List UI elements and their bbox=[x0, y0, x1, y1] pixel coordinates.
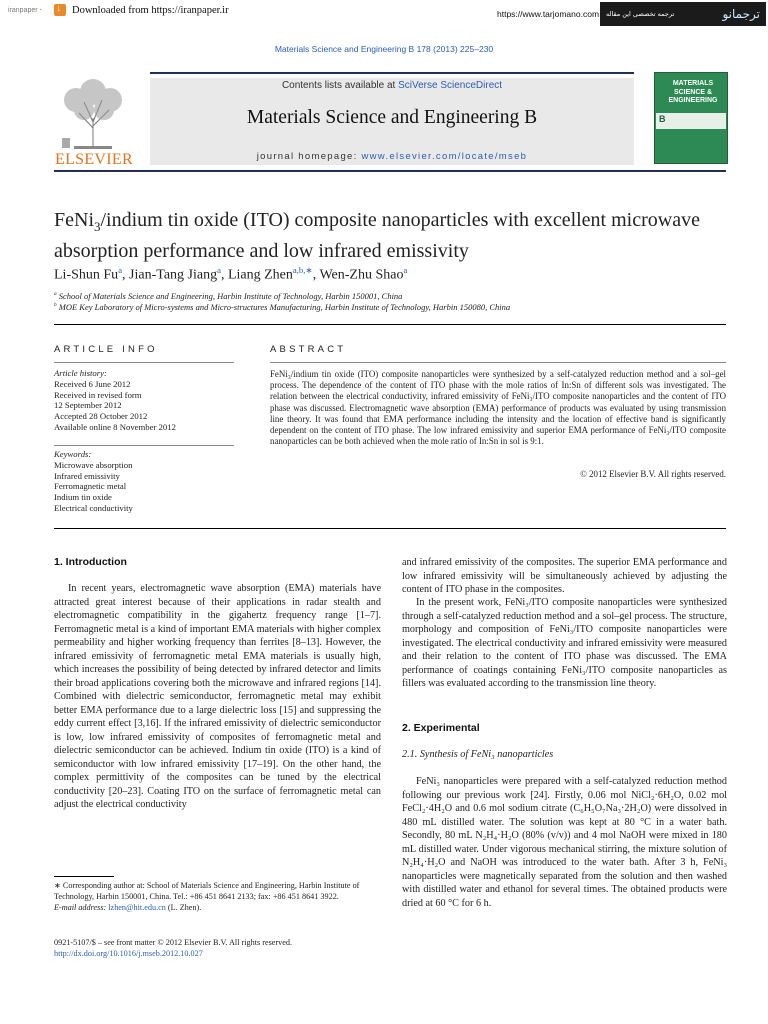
tarjomano-logo: ترجمانو bbox=[722, 7, 760, 21]
contents-line: Contents lists available at SciVerse ScienceDirect bbox=[281, 80, 503, 91]
author-name: Li-Shun Fu bbox=[54, 267, 119, 283]
abstract-rule bbox=[270, 362, 726, 363]
keyword: Electrical conductivity bbox=[54, 502, 133, 513]
history-item: Received 6 June 2012 bbox=[54, 378, 131, 389]
intro-continuation: and infrared emissivity of the composites. The superior EMA performance and low infrared emissivity will be simultaneously achieved by adjusting the content of ITO phase in the composites. bbox=[402, 557, 727, 595]
cover-title: MATERIALS SCIENCE & ENGINEERING bbox=[668, 80, 718, 104]
affiliation: $^a$ School of Materials Science and Engineering, Harbin Institute of Technology, Harbin 150001, China bbox=[54, 291, 403, 301]
header-rule-bottom bbox=[54, 170, 726, 172]
author-name: Jian-Tang Jiang bbox=[129, 267, 218, 283]
journal-reference[interactable]: Materials Science and Engineering B 178 (2013) 225–230 bbox=[274, 44, 494, 54]
tarjomano-url[interactable]: https://www.tarjomano.com bbox=[497, 9, 600, 19]
section-divider bbox=[54, 324, 726, 325]
history-item: Accepted 28 October 2012 bbox=[54, 411, 148, 422]
footnote-rule bbox=[54, 876, 114, 877]
corresponding-footnote: ∗ Corresponding author at: School of Materials Science and Engineering, Harbin Institute of Technology, Harbin 150001, China. Tel.: +86 451 8641 2133; fax: +86 451 8641 3922. E-mail address: lzhen@hit.edu.cn (L. Zhen). bbox=[54, 881, 381, 913]
history-item: 12 September 2012 bbox=[54, 400, 122, 411]
homepage-link[interactable]: www.elsevier.com/locate/mseb bbox=[361, 151, 528, 162]
intro-paragraph-2: In the present work, FeNi₃/ITO composite nanoparticles were synthesized through a self-catalyzed reduction method and a sol–gel process. The structure, morphology and composition of FeNi₃/ITO composite nanoparticles were investigated. The electrical conductivity and infrared emissivity were measured and their relation to the content of ITO phase was discussed. The EMA performance of coatings containing FeNi₃/ITO composite nanoparticles as fillers was evaluated according to the transmission line theory. bbox=[402, 597, 727, 689]
section-divider bbox=[54, 528, 726, 529]
email-link[interactable]: lzhen@hit.edu.cn bbox=[108, 902, 166, 912]
journal-homepage: journal homepage: www.elsevier.com/locate/mseb bbox=[256, 151, 528, 162]
cover-letter: B bbox=[659, 114, 666, 124]
intro-paragraph: In recent years, electromagnetic wave absorption (EMA) materials have attracted great interest because of their applications in radar stealth and electromagnetic compatibility in the gigahertz frequency range [1–7]. Ferromagnetic metal is a kind of important EMA materials with higher complex permeability and higher working frequency than ferrites [8–13]. However, the infrared emissivity of ferromagnetic metal EMA materials is usually high, which increases the possibility of being detected by infrared detector and limits their broad applications covering both the microwave and infrared regions [14]. Combined with dielectric semiconductor, ferromagnetic metal may exhibit better EMA performance due to a large dielectric loss [15] and suppressing the eddy current effect [3,16]. If the infrared emissivity of dielectric semiconductor is low, low infrared emissivity of composites of ferromagnetic metal and dielectric semiconductor can be achieved. Indium tin oxide (ITO) is a kind of semiconductor with low infrared emissivity [17–19]. On the other hand, the complex permittivity of the composites can be tuned by the electrical conductivity [20–23]. Coating ITO on the surface of ferromagnetic metal can adjust the electrical conductivity bbox=[54, 583, 381, 810]
author-list: Li-Shun Fu$^a$, Jian-Tang Jiang$^a$, Liang Zhen$^{a,b,∗}$, Wen-Zhu Shao$^a$ bbox=[54, 265, 408, 283]
article-history: Article history: Received 6 June 2012 Received in revised form 12 September 2012 Accepted 28 October 2012 Available online 8 November 2012 bbox=[54, 368, 234, 433]
iranpaper-logo: iranpaper · bbox=[8, 6, 42, 14]
tarjomano-banner[interactable] bbox=[600, 2, 766, 26]
article-info-rule bbox=[54, 362, 234, 363]
experimental-heading: 2. Experimental bbox=[402, 722, 480, 734]
keywords: Keywords: Microwave absorption Infrared emissivity Ferromagnetic metal Indium tin oxide Electrical conductivity bbox=[54, 449, 234, 514]
download-text[interactable]: Downloaded from https://iranpaper.ir bbox=[72, 4, 229, 16]
keyword: Microwave absorption bbox=[54, 459, 133, 470]
author-affiliation-mark[interactable]: a bbox=[217, 265, 221, 275]
intro-heading: 1. Introduction bbox=[54, 556, 127, 568]
cover-band bbox=[656, 113, 726, 129]
sciencedirect-link[interactable]: SciVerse ScienceDirect bbox=[398, 80, 503, 91]
author-affiliation-mark[interactable]: a bbox=[403, 265, 408, 275]
doi-link[interactable]: http://dx.doi.org/10.1016/j.mseb.2012.10.027 bbox=[54, 949, 203, 958]
author-name: Wen-Zhu Shao bbox=[319, 267, 404, 283]
abstract-label: ABSTRACT bbox=[270, 344, 347, 355]
synthesis-paragraph: FeNi₃ nanoparticles were prepared with a self-catalyzed reduction method following our previous work [24]. Firstly, 0.06 mol NiCl₂·6H₂O, 0.02 mol FeCl₂·4H₂O and 0.6 mol sodium citrate (C₆H₅O₇Na₃·2H₂O) were dissolved in 480 mL distilled water. The solution was kept at 80 °C in a water bath. Secondly, 80 mL N₂H₄·H₂O (80% (v/v)) and 4 mol NaOH were mixed in 180 mL distilled water. Under vigorous mechanical stirring, the mixture solution of N₂H₄·H₂O and NaOH was introduced to the water bath. After 3 h, FeNi₃ nanoparticles were magnetically separated from the solution and then washed with distilled water and ethanol for several times. The obtained products were dried at 60 °C for 6 h. bbox=[402, 776, 727, 909]
keyword: Indium tin oxide bbox=[54, 492, 112, 503]
synthesis-subheading: 2.1. Synthesis of FeNi₃ nanoparticles bbox=[402, 749, 554, 760]
author-name: Liang Zhen bbox=[227, 267, 293, 283]
issn-block: 0921-5107/$ – see front matter © 2012 Elsevier B.V. All rights reserved. http://dx.doi.org/10.1016/j.mseb.2012.10.027 bbox=[54, 938, 293, 958]
download-banner bbox=[8, 4, 229, 16]
tarjomano-fa-text: ترجمه تخصصی این مقاله bbox=[606, 10, 675, 18]
keyword: Ferromagnetic metal bbox=[54, 481, 127, 492]
email-line: E-mail address: lzhen@hit.edu.cn (L. Zhen). bbox=[54, 902, 202, 912]
download-icon bbox=[54, 4, 66, 16]
author-affiliation-mark[interactable]: a,b,∗ bbox=[292, 265, 313, 275]
article-info-label: ARTICLE INFO bbox=[54, 344, 158, 355]
journal-title: Materials Science and Engineering B bbox=[246, 107, 538, 128]
keywords-rule bbox=[54, 445, 234, 446]
paper-title: FeNi$_3$/indium tin oxide (ITO) composite nanoparticles with excellent microwave absorption performance and low infrared emissivity bbox=[54, 209, 700, 262]
abstract-text: FeNi₃/indium tin oxide (ITO) composite nanoparticles were synthesized by a self-catalyzed reduction method and a sol–gel process. The dependence of the content of ITO phase with the mole ratios of In:Sn of different sols was investigated. The relation between the electrical conductivity, infrared emissivity of FeNi₃/ITO composite nanoparticles and the content of ITO phase was discussed. Electromagnetic wave absorption (EMA) performance of products was evaluated by using transmission line theory. It was found that EMA performance including the intensity and the location of effective band is significantly dependent on the content of ITO phase. The low infrared emissivity and superior EMA performance of FeNi₃/ITO composite nanoparticles can be both achieved when the mole ratio of In:Sn in sol is 9:1. bbox=[270, 369, 726, 447]
history-item: Received in revised form bbox=[54, 389, 142, 400]
affiliation: $^b$ MOE Key Laboratory of Micro-systems and Micro-structures Manufacturing, Harbin Institute of Technology, Harbin 150080, China bbox=[54, 302, 511, 312]
header-rule-top bbox=[150, 72, 634, 74]
elsevier-wordmark: ELSEVIER bbox=[55, 151, 133, 168]
history-item: Available online 8 November 2012 bbox=[54, 421, 176, 432]
keyword: Infrared emissivity bbox=[54, 470, 120, 481]
author-affiliation-mark[interactable]: a bbox=[118, 265, 123, 275]
abstract-copyright: © 2012 Elsevier B.V. All rights reserved. bbox=[580, 469, 726, 479]
